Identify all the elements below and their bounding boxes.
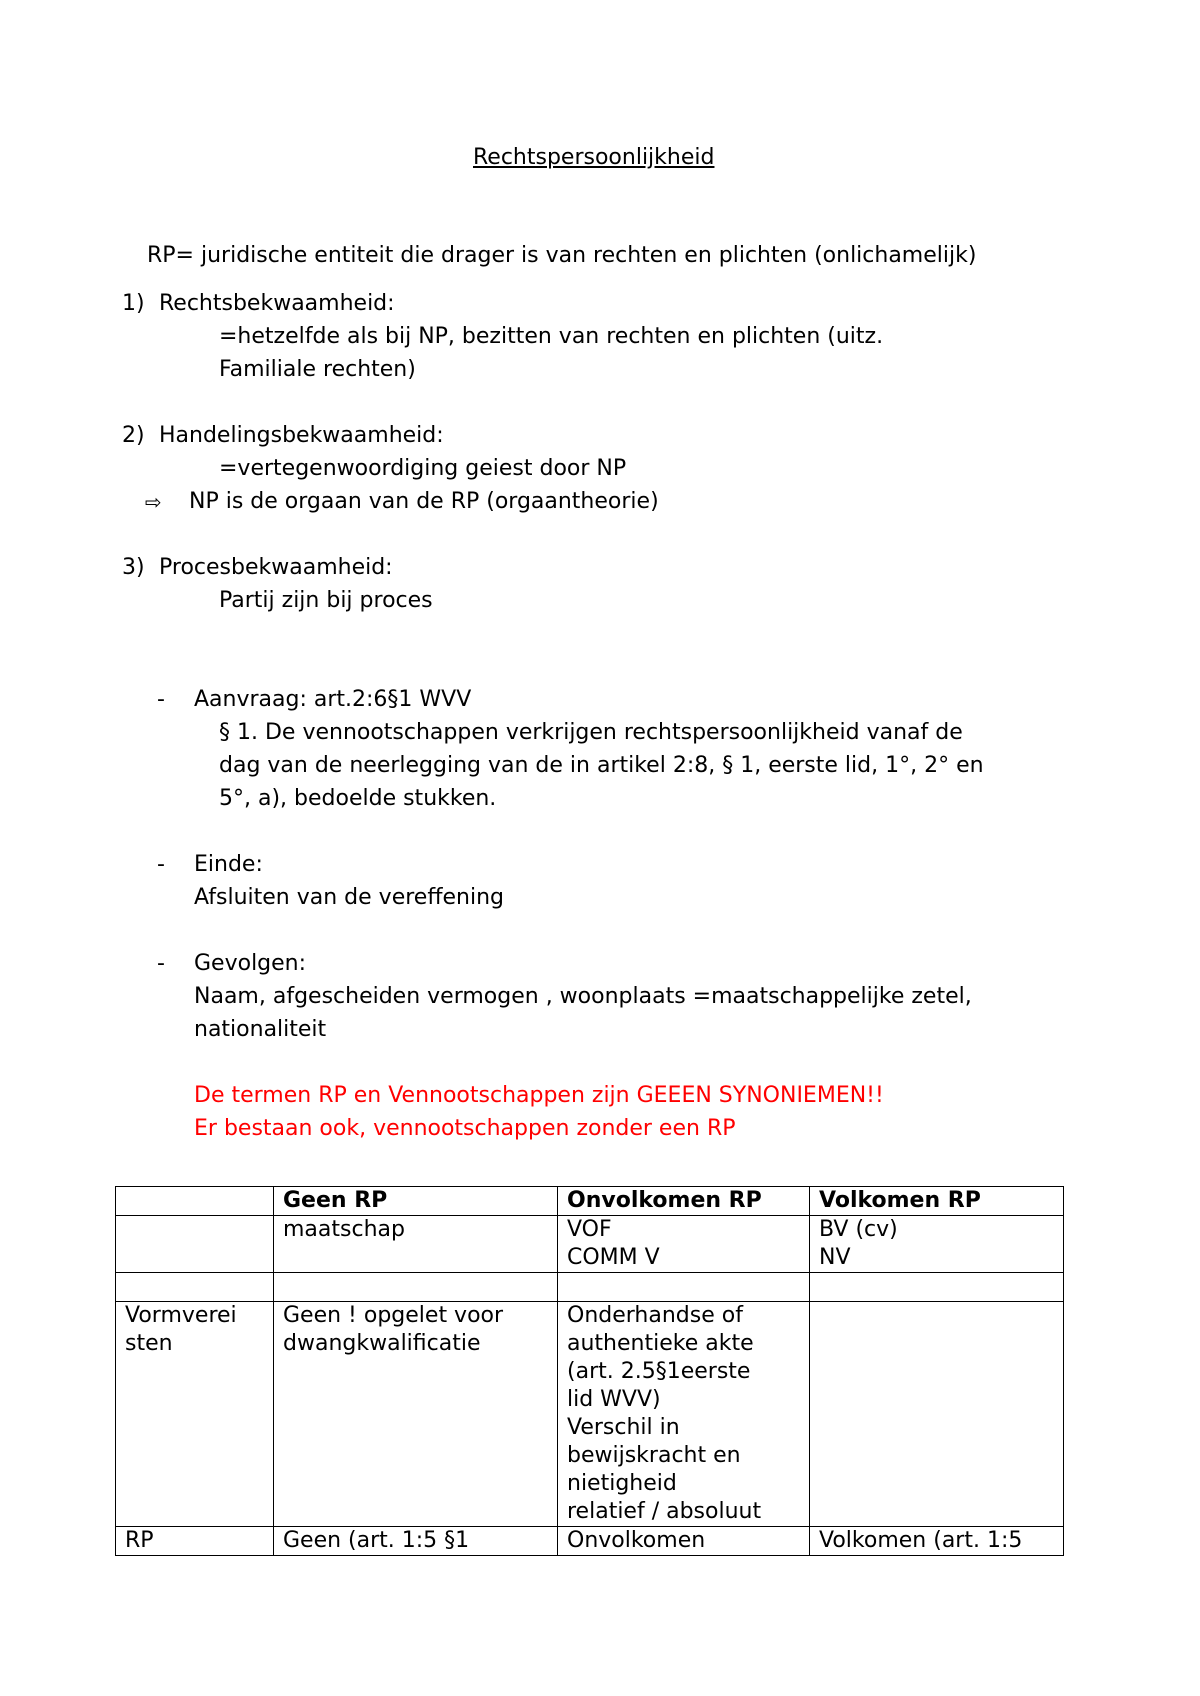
table-cell: Onderhandse of authentieke akte (art. 2.5§1eerste lid WVV) Verschil in bewijskracht en nietigheid relatief / absoluut [558, 1302, 810, 1527]
section-number: 1) [122, 291, 145, 316]
bullet-heading: Gevolgen: [194, 951, 307, 976]
table-row [116, 1273, 1064, 1302]
bullet-line: 5°, a), bedoelde stukken. [219, 786, 497, 811]
table-cell: VOF COMM V [558, 1216, 810, 1273]
bullet-dash: - [157, 852, 165, 877]
section-line: Partij zijn bij proces [219, 588, 433, 613]
bullet-line: dag van de neerlegging van de in artikel 2:8, § 1, eerste lid, 1°, 2° en [219, 753, 984, 778]
section-line: Familiale rechten) [219, 357, 416, 382]
definition-text: RP= juridische entiteit die drager is van rechten en plichten (onlichamelijk) [147, 243, 977, 268]
bullet-line: Afsluiten van de vereffening [194, 885, 504, 910]
table-cell: Vormverei sten [116, 1302, 274, 1527]
table-cell: RP [116, 1527, 274, 1556]
table-row [116, 1527, 1064, 1556]
arrow-text: NP is de orgaan van de RP (orgaantheorie) [189, 489, 659, 514]
table-header-row [116, 1187, 1064, 1216]
section-heading: Procesbekwaamheid: [159, 555, 393, 580]
section-heading: Handelingsbekwaamheid: [159, 423, 444, 448]
comparison-table [115, 1186, 1064, 1556]
table-cell [558, 1273, 810, 1302]
section-line: =hetzelfde als bij NP, bezitten van rechten en plichten (uitz. [219, 324, 884, 349]
warning-line: Er bestaan ook, vennootschappen zonder een RP [194, 1116, 736, 1141]
header-cell: Onvolkomen RP [558, 1187, 810, 1216]
bullet-heading: Einde: [194, 852, 263, 877]
section-heading: Rechtsbekwaamheid: [159, 291, 395, 316]
table-row [116, 1216, 1064, 1273]
page-title: Rechtspersoonlijkheid [473, 145, 715, 170]
header-cell: Volkomen RP [810, 1187, 1064, 1216]
table-row [116, 1302, 1064, 1527]
arrow-icon: ⇨ [145, 490, 162, 514]
table-cell: maatschap [274, 1216, 558, 1273]
bullet-dash: - [157, 951, 165, 976]
table-cell [116, 1273, 274, 1302]
table-cell [810, 1302, 1064, 1527]
section-number: 3) [122, 555, 145, 580]
bullet-line: nationaliteit [194, 1017, 327, 1042]
bullet-line: Naam, afgescheiden vermogen , woonplaats =maatschappelijke zetel, [194, 984, 972, 1009]
table-cell [810, 1273, 1064, 1302]
table-cell: Onvolkomen [558, 1527, 810, 1556]
section-number: 2) [122, 423, 145, 448]
table-cell: Volkomen (art. 1:5 [810, 1527, 1064, 1556]
bullet-line: § 1. De vennootschappen verkrijgen rechtspersoonlijkheid vanaf de [219, 720, 963, 745]
table-cell [116, 1216, 274, 1273]
table-cell [274, 1273, 558, 1302]
section-line: =vertegenwoordiging geiest door NP [219, 456, 627, 481]
table-cell: BV (cv) NV [810, 1216, 1064, 1273]
bullet-heading: Aanvraag: art.2:6§1 WVV [194, 687, 472, 712]
header-cell: Geen RP [274, 1187, 558, 1216]
bullet-dash: - [157, 687, 165, 712]
header-cell [116, 1187, 274, 1216]
table-cell: Geen ! opgelet voor dwangkwalificatie [274, 1302, 558, 1527]
table-cell: Geen (art. 1:5 §1 [274, 1527, 558, 1556]
warning-line: De termen RP en Vennootschappen zijn GEEEN SYNONIEMEN!! [194, 1083, 884, 1108]
